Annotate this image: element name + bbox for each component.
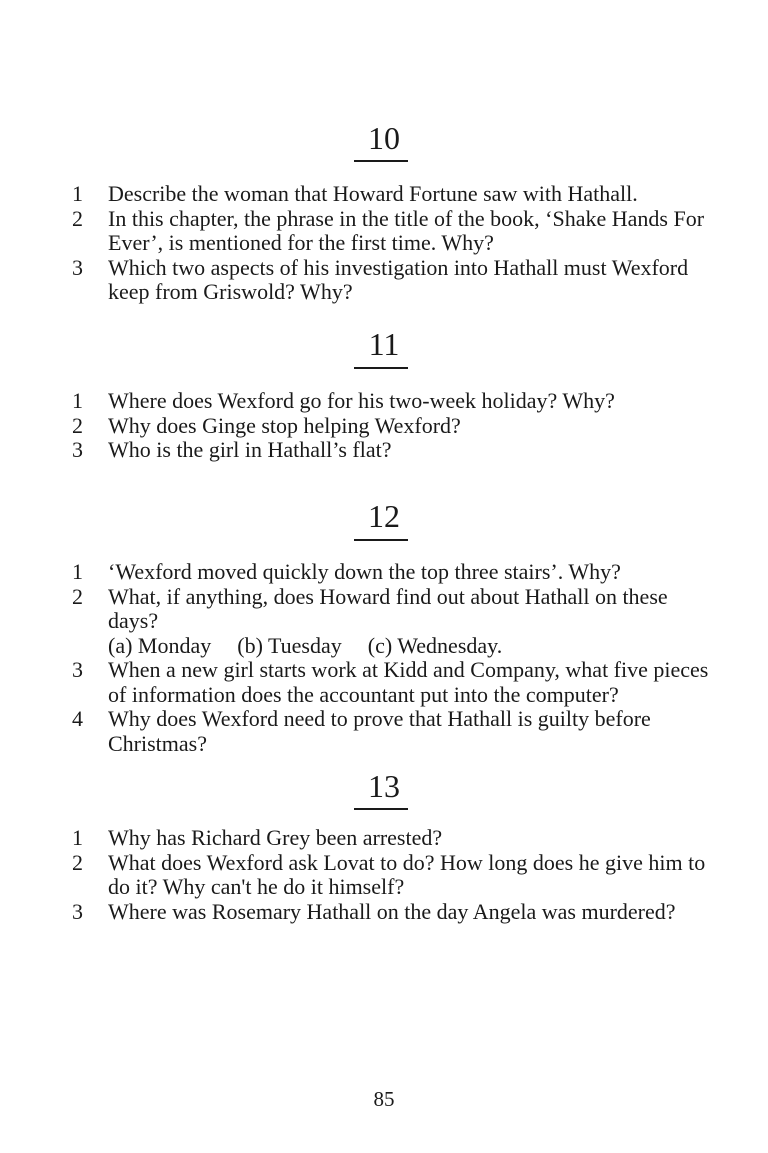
chapter-heading-13: 13 bbox=[368, 768, 400, 804]
question-item bbox=[72, 182, 712, 207]
question-number: 3 bbox=[72, 437, 83, 462]
question-text: Describe the woman that Howard Fortune saw with Hathall. bbox=[108, 181, 638, 206]
question-item bbox=[72, 900, 712, 925]
chapter-rule bbox=[354, 367, 408, 369]
chapter-heading-11: 11 bbox=[368, 326, 400, 362]
question-item bbox=[72, 585, 712, 659]
question-text: Why has Richard Grey been arrested? bbox=[108, 825, 443, 850]
question-number: 2 bbox=[72, 849, 83, 875]
question-number: 3 bbox=[72, 254, 83, 280]
chapter-rule bbox=[354, 539, 408, 541]
question-number: 1 bbox=[72, 388, 83, 413]
question-text: ‘Wexford moved quickly down the top three stairs’. Why? bbox=[108, 559, 621, 584]
question-text: Why does Wexford need to prove that Hathall is guilty before Christmas? bbox=[108, 706, 651, 756]
question-text: What, if anything, does Howard find out about Hathall on these days? bbox=[108, 583, 668, 633]
subpart-c: (c) Wednesday. bbox=[367, 632, 503, 658]
question-list-chapter-10 bbox=[72, 182, 712, 305]
question-list-chapter-12 bbox=[72, 560, 712, 756]
question-item bbox=[72, 207, 712, 256]
page-number: 85 bbox=[373, 1087, 395, 1111]
question-number: 1 bbox=[72, 559, 83, 584]
question-number: 2 bbox=[72, 583, 83, 609]
question-number: 1 bbox=[72, 825, 83, 850]
question-text: Why does Ginge stop helping Wexford? bbox=[108, 412, 461, 438]
question-item bbox=[72, 438, 712, 463]
chapter-heading-10: 10 bbox=[368, 120, 400, 156]
question-number: 2 bbox=[72, 412, 83, 438]
subpart-b: (b) Tuesday bbox=[237, 632, 342, 658]
question-item bbox=[72, 851, 712, 900]
question-item bbox=[72, 256, 712, 305]
question-item bbox=[72, 389, 712, 414]
question-item bbox=[72, 560, 712, 585]
question-number: 4 bbox=[72, 706, 83, 731]
question-text: Where does Wexford go for his two-week holiday? Why? bbox=[108, 388, 615, 413]
question-text: Who is the girl in Hathall’s flat? bbox=[108, 437, 392, 462]
question-text: Which two aspects of his investigation into Hathall must Wexford keep from Griswold? Why? bbox=[108, 254, 689, 304]
question-number: 2 bbox=[72, 205, 83, 231]
subpart-a: (a) Monday bbox=[108, 632, 212, 658]
question-subparts bbox=[108, 634, 712, 659]
question-number: 1 bbox=[72, 181, 83, 206]
question-item bbox=[72, 826, 712, 851]
question-item bbox=[72, 658, 712, 707]
chapter-heading-12: 12 bbox=[368, 498, 400, 534]
question-text: What does Wexford ask Lovat to do? How long does he give him to do it? Why can't he do it himself? bbox=[108, 849, 706, 899]
question-text: Where was Rosemary Hathall on the day Angela was murdered? bbox=[108, 898, 676, 924]
question-text: When a new girl starts work at Kidd and Company, what five pieces of information does the accountant put into the computer? bbox=[108, 657, 709, 707]
question-list-chapter-11 bbox=[72, 389, 712, 463]
chapter-rule bbox=[354, 160, 408, 162]
question-list-chapter-13 bbox=[72, 826, 712, 924]
question-text: In this chapter, the phrase in the title of the book, ‘Shake Hands For Ever’, is mentioned for the first time. Why? bbox=[108, 205, 705, 255]
question-number: 3 bbox=[72, 898, 83, 924]
question-item bbox=[72, 414, 712, 439]
question-item bbox=[72, 707, 712, 756]
question-number: 3 bbox=[72, 657, 83, 682]
chapter-rule bbox=[354, 808, 408, 810]
